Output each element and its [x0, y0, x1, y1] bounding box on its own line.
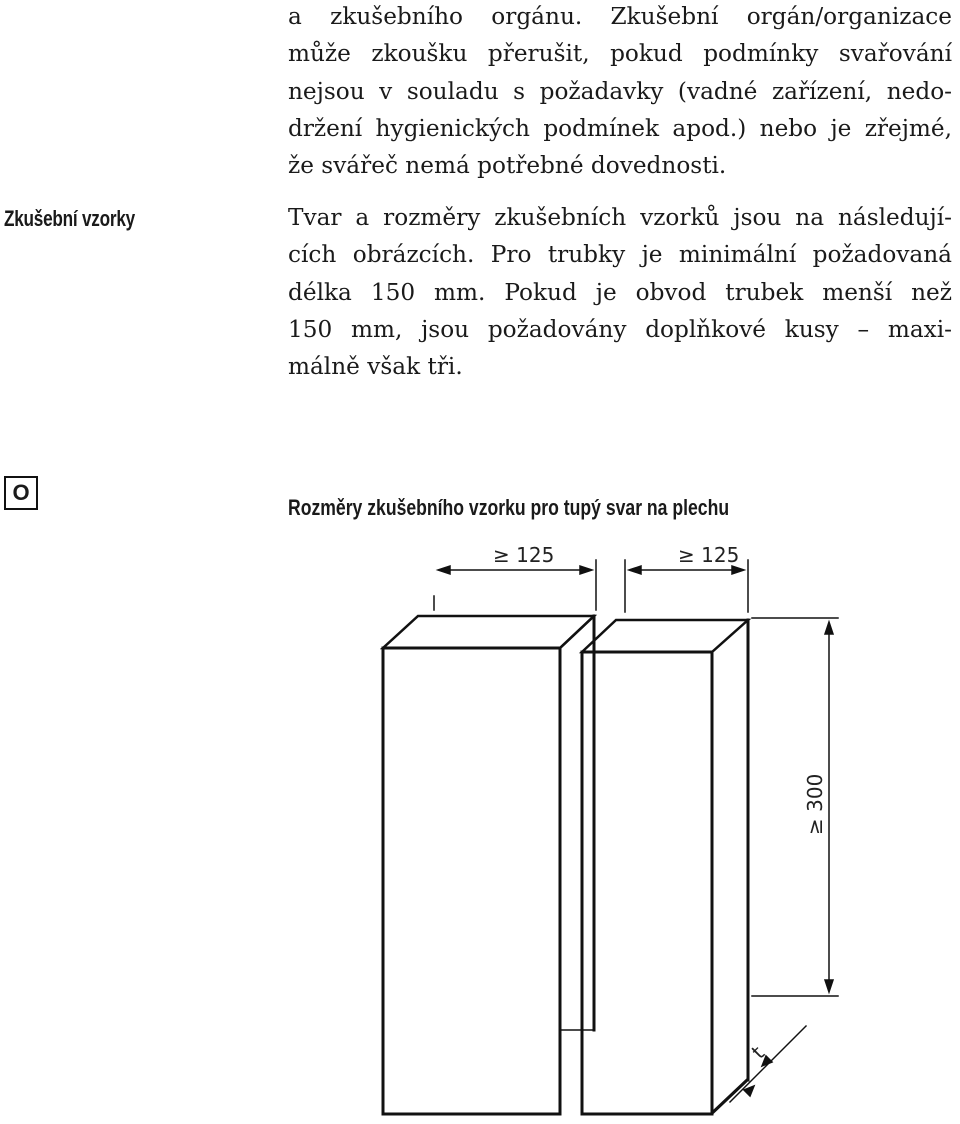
dimension-right-width: [625, 560, 748, 612]
marker-letter: O: [12, 480, 30, 505]
text-line: a zkušebního orgánu. Zkušební orgán/organizace: [288, 3, 952, 30]
text-line: může zkoušku přerušit, pokud podmínky svařování: [288, 40, 952, 68]
section-marker: [4, 476, 38, 510]
right-plate: [582, 620, 748, 1114]
section-heading: Zkušební vzorky: [4, 206, 135, 231]
text-line: 150 mm, jsou požadovány doplňkové kusy – maxi-: [288, 315, 952, 343]
text-line: délka 150 mm. Pokud je obvod trubek menší než: [288, 278, 952, 306]
figure-caption: Rozměry zkušebního vzorku pro tupý svar na plechu: [288, 495, 730, 520]
specimen-paragraph: [288, 199, 952, 385]
text-line: že svářeč nemá potřebné dovednosti.: [288, 152, 727, 180]
dimension-label-right: ≥ 125: [678, 543, 740, 567]
dimension-thickness: [712, 1026, 806, 1112]
left-plate: [383, 616, 594, 1114]
dimension-label-left: ≥ 125: [493, 543, 555, 567]
dimension-label-height: ≥ 300: [803, 773, 827, 835]
specimen-drawing: [380, 536, 850, 1124]
text-line: cích obrázcích. Pro trubky je minimální požadovaná: [288, 241, 952, 269]
intro-paragraph: [288, 0, 952, 184]
text-line: málně však tři.: [288, 353, 463, 381]
text-line: držení hygienických podmínek apod.) nebo je zřejmé,: [288, 114, 952, 142]
dimension-left-width: [434, 560, 596, 610]
text-line: Tvar a rozměry zkušebních vzorků jsou na následují-: [288, 204, 952, 231]
dimension-label-thickness: t: [746, 1041, 770, 1064]
text-line: nejsou v souladu s požadavky (vadné zařízení, nedo-: [288, 77, 952, 105]
